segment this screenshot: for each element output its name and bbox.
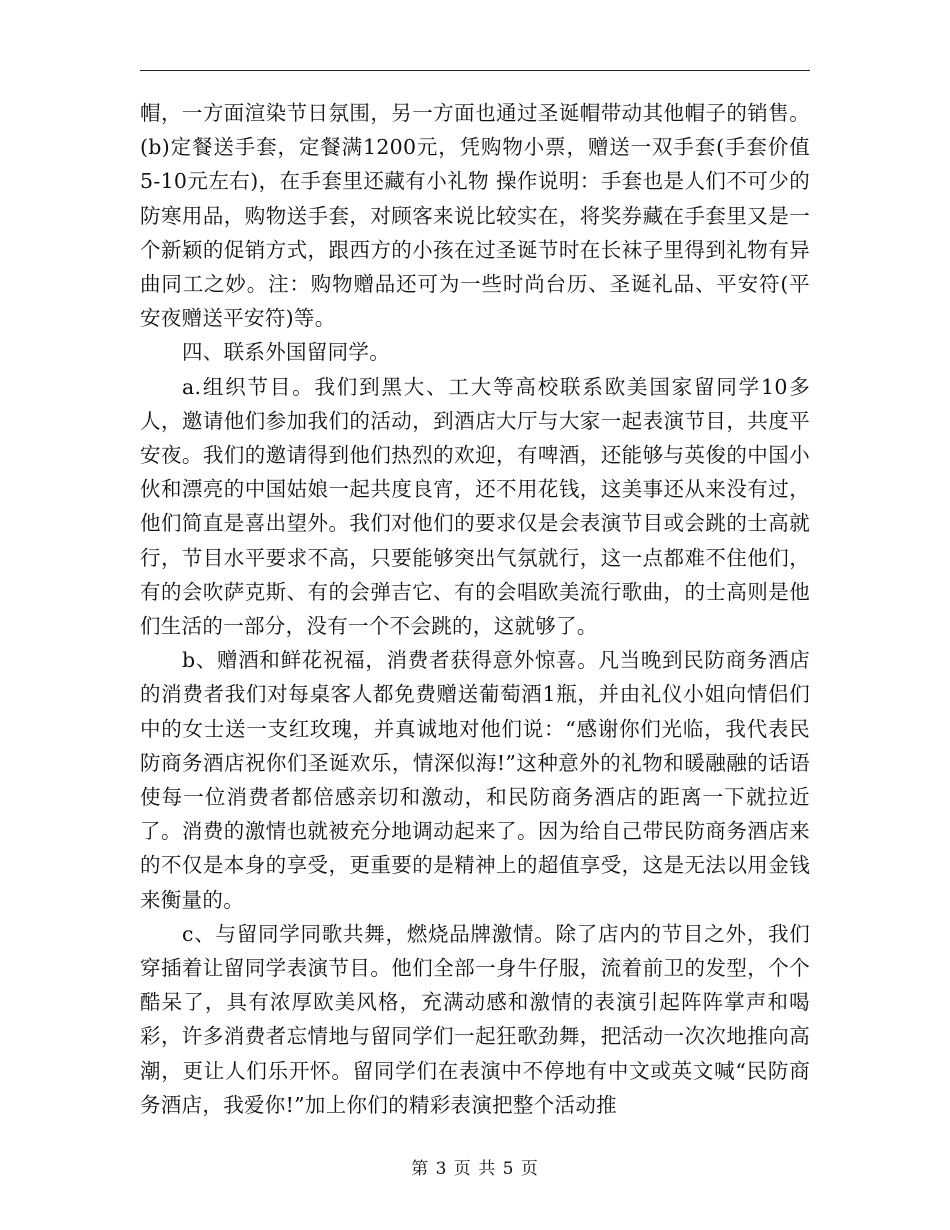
paragraph-organize-programs: a.组织节目。我们到黑大、工大等高校联系欧美国家留同学10多人，邀请他们参加我们的活动，到酒店大厅与大家一起表演节目，共度平安夜。我们的邀请得到他们热烈的欢迎，有啤酒，还能够与英俊的中国小伙和漂亮的中国姑娘一起共度良宵，还不用花钱，这美事还从来没有过，他们简直是喜出望外。我们对他们的要求仅是会表演节目或会跳的士高就行，节目水平要求不高，只要能够突出气氛就行，这一点都难不住他们，有的会吹萨克斯、有的会弹吉它、有的会唱欧美流行歌曲，的士高则是他们生活的一部分，没有一个不会跳的，这就够了。 [140, 374, 810, 639]
page-number-footer: 第 3 页 共 5 页 [411, 1159, 539, 1179]
header-rule [140, 70, 810, 71]
paragraph-sing-and-dance: c、与留同学同歌共舞，燃烧品牌激情。除了店内的节目之外，我们穿插着让留同学表演节目。他们全部一身牛仔服，流着前卫的发型，个个酷呆了，具有浓厚欧美风格，充满动感和激情的表演引起阵阵掌声和喝彩，许多消费者忘情地与留同学们一起狂歌劲舞，把活动一次次地推向高潮，更让人们乐开怀。留同学们在表演中不停地有中文或英文喊“民防商务酒店，我爱你!”加上你们的精彩表演把整个活动推 [140, 921, 810, 1117]
document-body [140, 96, 810, 1122]
section-heading-foreign-students: 四、联系外国留同学。 [182, 340, 390, 365]
paragraph-gift-promotion: 帽，一方面渲染节日氛围，另一方面也通过圣诞帽带动其他帽子的销售。 (b)定餐送手套，定餐满1200元，凭购物小票，赠送一双手套(手套价值5-10元左右)，在手套里还藏有小礼物 操作说明：手套也是人们不可少的防寒用品，购物送手套，对顾客来说比较实在，将奖券藏在手套里又是一个新颖的促销方式，跟西方的小孩在过圣诞节时在长袜子里得到礼物有异曲同工之妙。注：购物赠品还可为一些时尚台历、圣诞礼品、平安符(平安夜赠送平安符)等。 [140, 101, 810, 331]
paragraph-wine-and-flowers: b、赠酒和鲜花祝福，消费者获得意外惊喜。凡当晚到民防商务酒店的消费者我们对每桌客人都免费赠送葡萄酒1瓶，并由礼仪小姐向情侣们中的女士送一支红玫瑰，并真诚地对他们说：“感谢你们光临，我代表民防商务酒店祝你们圣诞欢乐，情深似海!”这种意外的礼物和暖融融的话语使每一位消费者都倍感亲切和激动，和民防商务酒店的距离一下就拉近了。消费的激情也就被充分地调动起来了。因为给自己带民防商务酒店来的不仅是本身的享受，更重要的是精神上的超值享受，这是无法以用金钱来衡量的。 [140, 648, 810, 912]
